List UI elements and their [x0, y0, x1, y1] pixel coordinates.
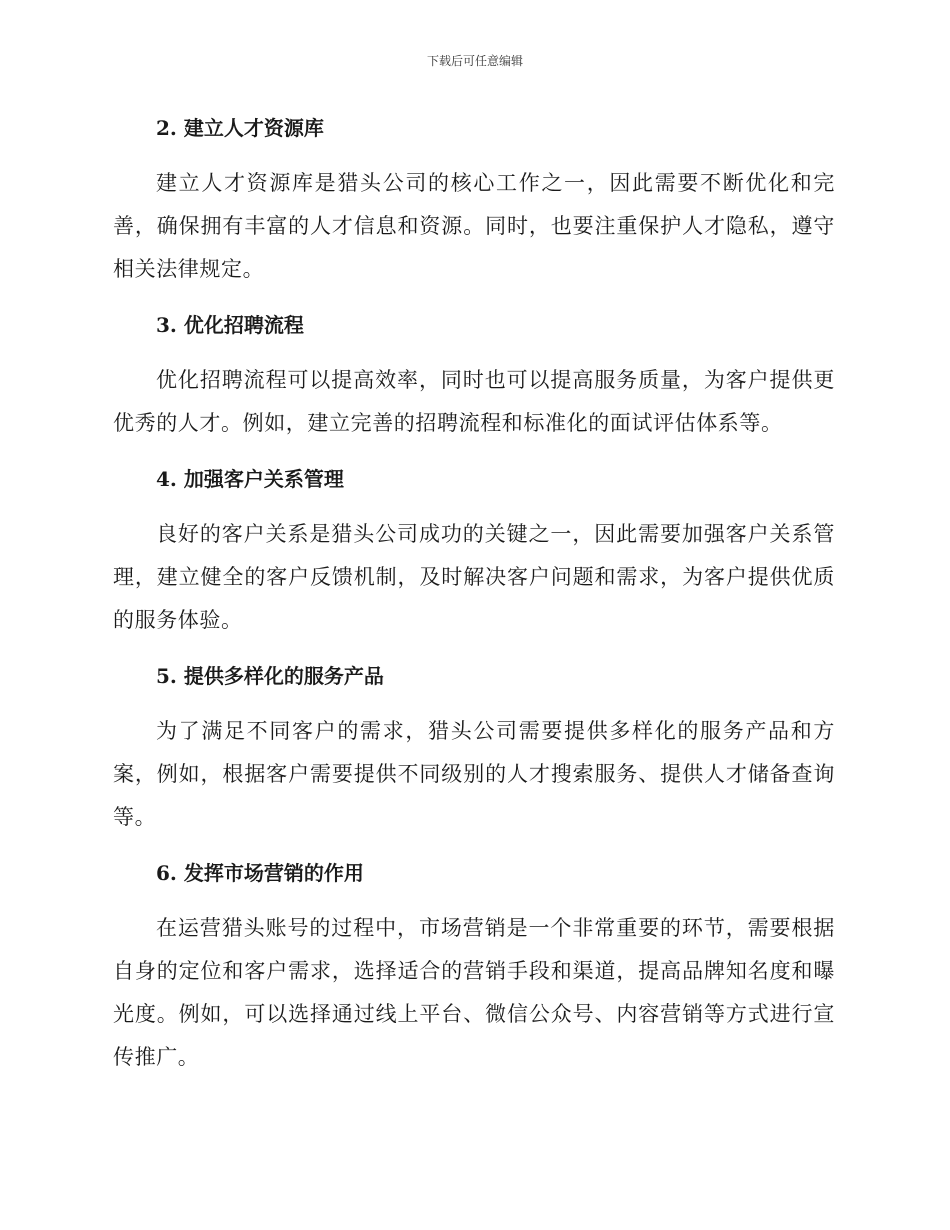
section-heading: 4. 加强客户关系管理: [156, 467, 344, 491]
section-heading: 5. 提供多样化的服务产品: [156, 664, 384, 688]
section-heading: 3. 优化招聘流程: [156, 313, 304, 337]
section-paragraph: 在运营猎头账号的过程中，市场营销是一个非常重要的环节，需要根据自身的定位和客户需求，选择适合的营销手段和渠道，提高品牌知名度和曝光度。例如，可以选择通过线上平台、微信公众号、内容营销等方式进行宣传推广。: [113, 916, 835, 1069]
section-paragraph: 建立人才资源库是猎头公司的核心工作之一，因此需要不断优化和完善，确保拥有丰富的人才信息和资源。同时，也要注重保护人才隐私，遵守相关法律规定。: [113, 171, 835, 281]
document-body: [113, 108, 835, 1093]
section-diverse-services: [113, 656, 835, 839]
section-recruitment-process: [113, 305, 835, 445]
section-client-relations: [113, 459, 835, 642]
page-header: 下载后可任意编辑: [426, 54, 523, 68]
section-marketing: [113, 853, 835, 1079]
section-heading: 6. 发挥市场营销的作用: [156, 861, 364, 885]
section-paragraph: 良好的客户关系是猎头公司成功的关键之一，因此需要加强客户关系管理，建立健全的客户反馈机制，及时解决客户问题和需求，为客户提供优质的服务体验。: [113, 522, 835, 632]
section-talent-database: [113, 108, 835, 291]
section-paragraph: 为了满足不同客户的需求，猎头公司需要提供多样化的服务产品和方案，例如，根据客户需要提供不同级别的人才搜索服务、提供人才储备查询等。: [113, 719, 835, 829]
section-paragraph: 优化招聘流程可以提高效率，同时也可以提高服务质量，为客户提供更优秀的人才。例如，建立完善的招聘流程和标准化的面试评估体系等。: [113, 368, 835, 435]
section-heading: 2. 建立人才资源库: [156, 116, 324, 140]
